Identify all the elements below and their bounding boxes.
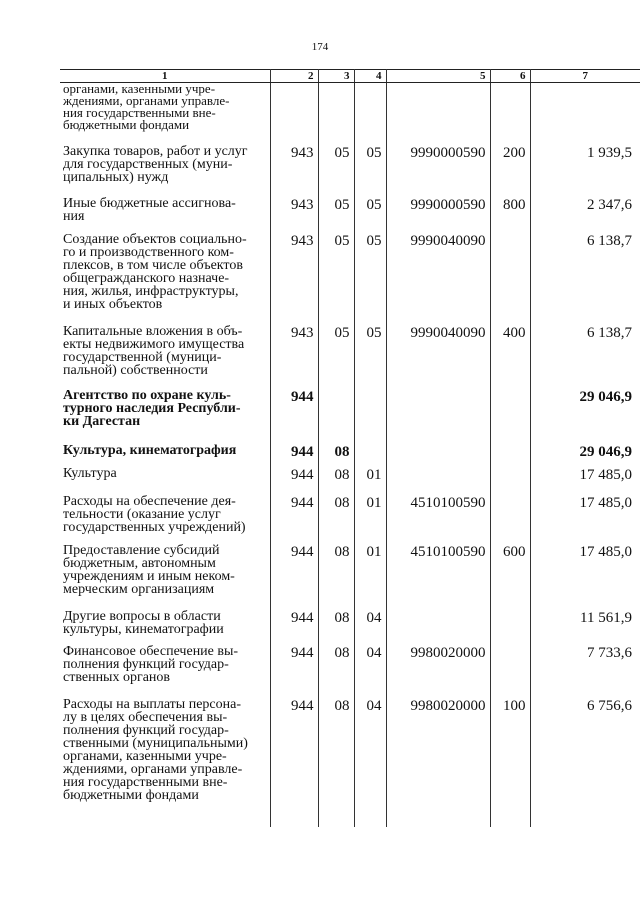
table-row <box>60 325 640 389</box>
row-subsection-code: 04 <box>354 610 386 645</box>
row-subsection-code <box>354 444 386 467</box>
row-ministry-code: 944 <box>270 444 318 467</box>
row-name: Другие вопросы в области культуры, кинематографии <box>60 610 270 645</box>
row-expense-type: 100 <box>490 698 530 827</box>
row-expense-type: 800 <box>490 197 530 233</box>
row-ministry-code: 943 <box>270 233 318 325</box>
row-target-code <box>386 610 490 645</box>
row-subsection-code: 04 <box>354 698 386 827</box>
row-amount: 7 733,6 <box>530 645 640 698</box>
row-section-code: 05 <box>318 197 354 233</box>
table-row <box>60 389 640 444</box>
row-ministry-code: 943 <box>270 325 318 389</box>
row-expense-type: 400 <box>490 325 530 389</box>
row-name: Агентство по охране куль- турного наследия Республи- ки Дагестан <box>60 389 270 444</box>
row-expense-type <box>490 389 530 444</box>
row-name: Предоставление субсидий бюджетным, автономным учреждениям и иным неком- мерческим организациям <box>60 544 270 610</box>
row-amount <box>530 83 640 145</box>
row-ministry-code: 944 <box>270 645 318 698</box>
row-section-code: 08 <box>318 698 354 827</box>
row-target-code: 4510100590 <box>386 544 490 610</box>
row-ministry-code: 944 <box>270 610 318 645</box>
row-amount: 29 046,9 <box>530 444 640 467</box>
header-col-6: 6 <box>490 70 530 83</box>
row-section-code: 08 <box>318 610 354 645</box>
table-row <box>60 83 640 145</box>
row-name: Культура <box>60 467 270 495</box>
row-name: Расходы на обеспечение дея- тельности (оказание услуг государственных учреждений) <box>60 495 270 544</box>
row-name: Иные бюджетные ассигнова- ния <box>60 197 270 233</box>
table-row <box>60 645 640 698</box>
row-target-code: 9990000590 <box>386 145 490 197</box>
header-col-4: 4 <box>354 70 386 83</box>
table-row <box>60 233 640 325</box>
row-section-code: 08 <box>318 467 354 495</box>
table-row <box>60 544 640 610</box>
table-row <box>60 197 640 233</box>
row-subsection-code: 05 <box>354 233 386 325</box>
row-target-code: 9990040090 <box>386 233 490 325</box>
row-ministry-code: 944 <box>270 495 318 544</box>
page-number: 174 <box>311 41 329 53</box>
row-amount: 1 939,5 <box>530 145 640 197</box>
row-ministry-code: 944 <box>270 467 318 495</box>
table-row <box>60 145 640 197</box>
row-ministry-code: 944 <box>270 698 318 827</box>
row-amount: 2 347,6 <box>530 197 640 233</box>
row-expense-type: 200 <box>490 145 530 197</box>
row-subsection-code: 01 <box>354 495 386 544</box>
row-name: органами, казенными учре- ждениями, органами управле- ния государственными вне- бюджетными фондами <box>60 83 270 145</box>
row-name: Расходы на выплаты персона- лу в целях обеспечения вы- полнения функций государ- ственными (муниципальными) органами, казенными учре- ждениями, органами управле- ния государственными вне- бюджетными фондами <box>60 698 270 827</box>
row-subsection-code: 01 <box>354 467 386 495</box>
row-section-code: 08 <box>318 544 354 610</box>
row-section-code: 05 <box>318 145 354 197</box>
row-amount: 6 756,6 <box>530 698 640 827</box>
row-amount: 11 561,9 <box>530 610 640 645</box>
row-amount: 6 138,7 <box>530 325 640 389</box>
row-subsection-code: 05 <box>354 325 386 389</box>
row-ministry-code: 944 <box>270 389 318 444</box>
table-body <box>60 83 640 827</box>
header-col-2: 2 <box>270 70 318 83</box>
row-name: Капитальные вложения в объ- екты недвижимого имущества государственной (муници- пальной) собственности <box>60 325 270 389</box>
header-col-3: 3 <box>318 70 354 83</box>
row-expense-type <box>490 83 530 145</box>
row-amount: 6 138,7 <box>530 233 640 325</box>
row-subsection-code: 04 <box>354 645 386 698</box>
row-subsection-code <box>354 389 386 444</box>
row-expense-type <box>490 610 530 645</box>
row-subsection-code: 05 <box>354 145 386 197</box>
table-row <box>60 698 640 827</box>
row-subsection-code <box>354 83 386 145</box>
row-amount: 17 485,0 <box>530 544 640 610</box>
row-section-code: 08 <box>318 444 354 467</box>
row-expense-type <box>490 495 530 544</box>
row-amount: 29 046,9 <box>530 389 640 444</box>
row-name: Культура, кинематография <box>60 444 270 467</box>
row-expense-type <box>490 645 530 698</box>
row-target-code <box>386 83 490 145</box>
row-target-code: 9980020000 <box>386 645 490 698</box>
row-ministry-code: 944 <box>270 544 318 610</box>
header-col-5: 5 <box>386 70 490 83</box>
budget-table <box>60 69 640 827</box>
header-col-1: 1 <box>60 70 270 83</box>
row-expense-type: 600 <box>490 544 530 610</box>
row-target-code: 4510100590 <box>386 495 490 544</box>
row-target-code <box>386 389 490 444</box>
row-ministry-code <box>270 83 318 145</box>
row-section-code: 08 <box>318 495 354 544</box>
row-ministry-code: 943 <box>270 145 318 197</box>
row-section-code: 05 <box>318 233 354 325</box>
row-section-code: 05 <box>318 325 354 389</box>
row-target-code: 9990000590 <box>386 197 490 233</box>
row-expense-type <box>490 444 530 467</box>
row-target-code <box>386 467 490 495</box>
row-section-code <box>318 389 354 444</box>
row-subsection-code: 01 <box>354 544 386 610</box>
table-row <box>60 444 640 467</box>
row-amount: 17 485,0 <box>530 495 640 544</box>
row-ministry-code: 943 <box>270 197 318 233</box>
header-col-7: 7 <box>530 70 640 83</box>
row-target-code <box>386 444 490 467</box>
row-subsection-code: 05 <box>354 197 386 233</box>
row-name: Создание объектов социально- го и производственного ком- плексов, в том числе объектов общегражданского назначе- ния, жилья, инфраструктуры, и иных объектов <box>60 233 270 325</box>
row-section-code <box>318 83 354 145</box>
row-target-code: 9990040090 <box>386 325 490 389</box>
row-name: Закупка товаров, работ и услуг для государственных (муни- ципальных) нужд <box>60 145 270 197</box>
row-section-code: 08 <box>318 645 354 698</box>
table-row <box>60 495 640 544</box>
row-target-code: 9980020000 <box>386 698 490 827</box>
row-name: Финансовое обеспечение вы- полнения функций государ- ственных органов <box>60 645 270 698</box>
row-expense-type <box>490 467 530 495</box>
row-expense-type <box>490 233 530 325</box>
table-row <box>60 467 640 495</box>
table-row <box>60 610 640 645</box>
row-amount: 17 485,0 <box>530 467 640 495</box>
